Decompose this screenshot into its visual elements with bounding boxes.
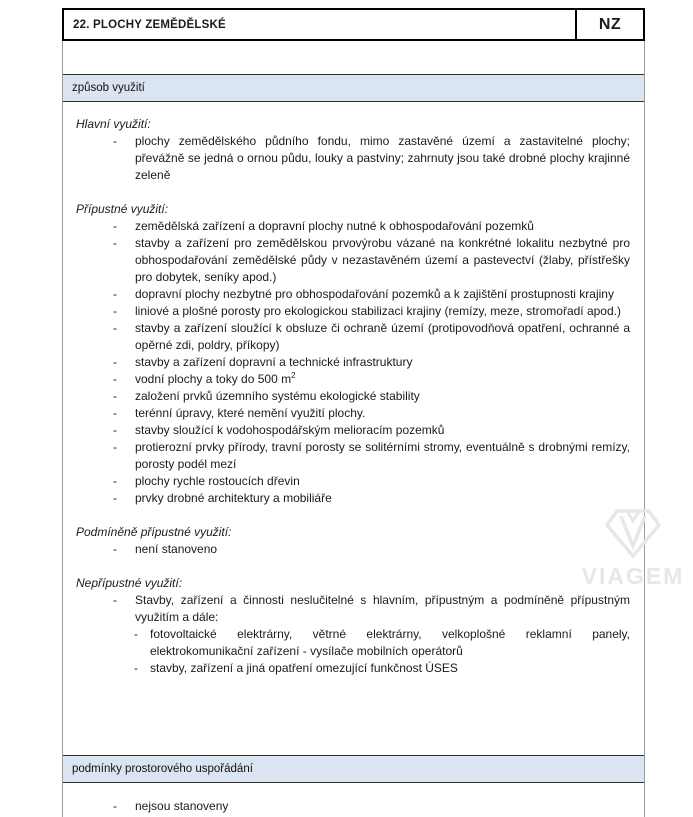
bullet-list [113,798,630,815]
bullet-item [113,592,630,626]
bullet-text: dopravní plochy nezbytné pro obhospodařování pozemků a k zajištění prostupnosti krajiny [135,287,614,301]
bullet-dash: - [113,440,117,454]
spatial-content [63,783,644,815]
bullet-dash: - [113,542,117,556]
watermark-text: VIAGEM [581,563,685,589]
zone-code-badge: NZ [575,10,643,39]
bullet-item [113,405,630,422]
section-heading: Přípustné využití: [76,202,169,216]
usage-content [63,102,644,755]
bullet-dash: - [134,661,138,675]
bullet-text: Stavby, zařízení a činnosti neslučitelné s hlavním, přípustným a podmíněně přípustným využitím a dále: [135,593,630,624]
section-heading: Nepřípustné využití: [76,576,183,590]
bullet-item [113,303,630,320]
bullet-list [113,218,630,507]
bullet-text: stavby a zařízení dopravní a technické infrastruktury [135,355,413,369]
bullet-text: plochy zemědělského půdního fondu, mimo zastavěné území a zastavitelné plochy; převážně se jedná o ornou půdu, louky a pastviny; zahrnuty jsou také drobné plochy krajinné zeleně [135,134,630,182]
bullet-item [134,660,630,677]
bullet-dash: - [113,134,117,148]
bullet-list [113,592,630,677]
bullet-text: terénní úpravy, které nemění využití plochy. [135,406,366,420]
bullet-text: vodní plochy a toky do 500 $m^2$ [135,371,296,386]
bullet-item [113,388,630,405]
bullet-text: protierozní prvky přírody, travní porosty se solitérními stromy, eventuálně s drobnými remízy, porosty podél mezí [135,440,630,471]
bullet-item [113,541,630,558]
bullet-dash: - [113,474,117,488]
bullet-item [113,422,630,439]
bullet-list [113,133,630,184]
bullet-dash: - [113,491,117,505]
bullet-dash: - [113,321,117,335]
bullet-dash: - [113,406,117,420]
page-title: 22. PLOCHY ZEMĚDĚLSKÉ [73,18,226,31]
section-heading: Podmíněně přípustné využití: [76,525,232,539]
section-heading: Hlavní využití: [76,117,151,131]
bullet-text: prvky drobné architektury a mobiliáře [135,491,332,505]
bullet-dash: - [134,627,138,641]
bullet-dash: - [113,389,117,403]
bullet-dash: - [113,372,117,386]
bullet-text: nejsou stanoveny [135,799,229,813]
bullet-item [113,286,630,303]
zone-table [62,41,645,817]
zone-sheet [62,8,645,817]
bullet-text: stavby a zařízení pro zemědělskou prvovýrobu vázané na konkrétné lokalitu nezbytné pro obhospodařování zemědělské půdy v nezastavěném území a pastevectví (žlaby, přístřešky pro dobytek, seníky apod.) [135,236,630,284]
bullet-text: fotovoltaické elektrárny, větrné elektrárny, velkoplošné reklamní panely, elektrokomunikační zařízení - vysílače mobilních operátorů [150,627,630,658]
header-spacer [63,41,644,74]
bullet-item [113,354,630,371]
bullet-dash: - [113,799,117,813]
bullet-dash: - [113,287,117,301]
band-usage-title: způsob využití [63,74,644,102]
band-spatial-title: podmínky prostorového uspořádání [63,755,644,783]
bullet-text: založení prvků územního systému ekologické stability [135,389,420,403]
bullet-text: liniové a plošné porosty pro ekologickou stabilizaci krajiny (remízy, meze, stromořadí apod.) [135,304,621,318]
bullet-text: není stanoveno [135,542,218,556]
bullet-dash: - [113,355,117,369]
section-header [62,8,645,41]
bullet-item [113,218,630,235]
bullet-item [113,439,630,473]
bullet-text: stavby, zařízení a jiná opatření omezující funkčnost ÚSES [150,661,458,675]
bullet-text: zemědělská zařízení a dopravní plochy nutné k obhospodařování pozemků [135,219,534,233]
bullet-item [113,235,630,286]
bullet-text: stavby sloužící k vodohospodářským melioracím pozemků [135,423,445,437]
bullet-dash: - [113,236,117,250]
bullet-item [134,626,630,660]
bullet-item [113,371,630,388]
bullet-item [113,473,630,490]
bullet-list [134,626,630,677]
bullet-dash: - [113,219,117,233]
bullet-text: plochy rychle rostoucích dřevin [135,474,300,488]
bullet-dash: - [113,593,117,607]
bullet-dash: - [113,423,117,437]
bullet-item [113,490,630,507]
bullet-item [113,320,630,354]
bullet-item [113,133,630,184]
bullet-list [113,541,630,558]
bullet-item [113,798,630,815]
bullet-dash: - [113,304,117,318]
bullet-text: stavby a zařízení sloužící k obsluze či ochraně území (protipovodňová opatření, ochranné a opěrné zdi, poldry, příkopy) [135,321,630,352]
